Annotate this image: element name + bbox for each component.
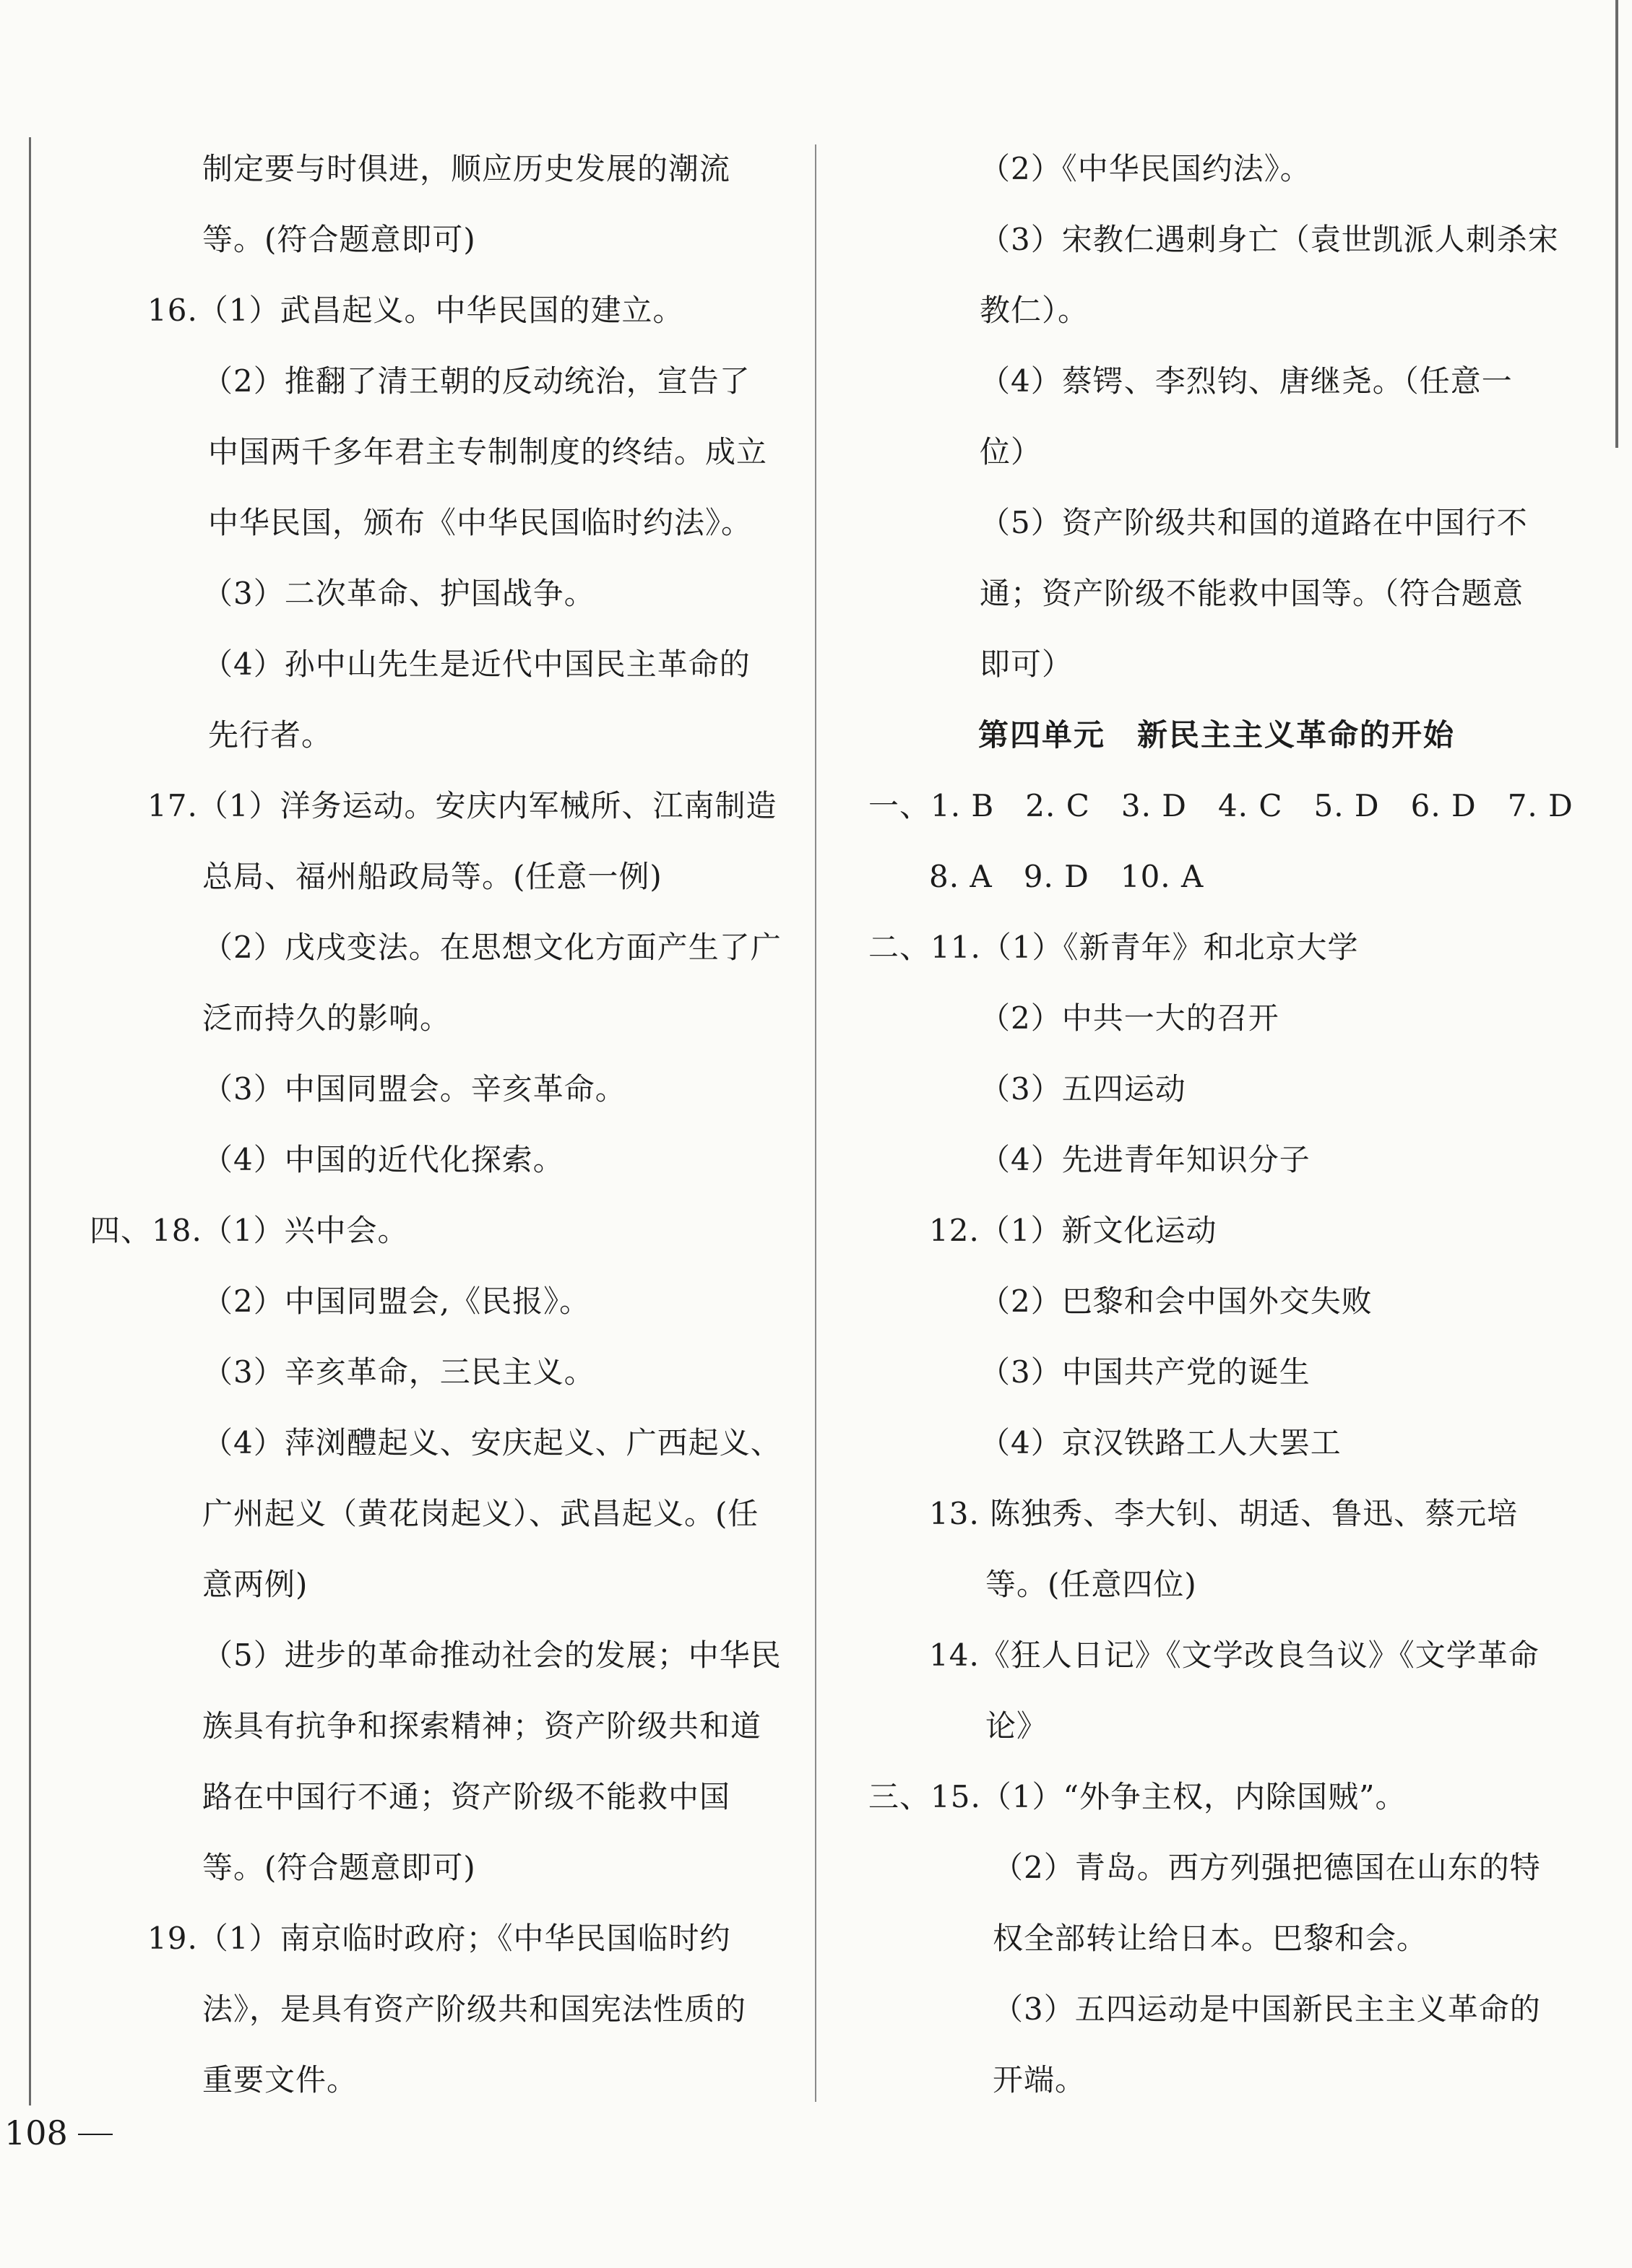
text-line: 中国两千多年君主专制制度的终结。成立 — [208, 434, 768, 469]
text-line: （3）五四运动 — [980, 1071, 1186, 1107]
text-line: （2）青岛。西方列强把德国在山东的特 — [993, 1850, 1541, 1885]
right-page-edge — [1615, 0, 1618, 448]
section-heading: 第四单元 新民主主义革命的开始 — [978, 717, 1456, 753]
text-line: 12.（1）新文化运动 — [929, 1213, 1217, 1248]
text-line: （3）宋教仁遇刺身亡（袁世凯派人刺杀宋 — [980, 222, 1559, 257]
text-line: 中华民国，颁布《中华民国临时约法》。 — [208, 505, 753, 540]
text-line: 教仁）。 — [980, 293, 1089, 328]
column-divider — [815, 144, 816, 2102]
text-line: 8. A 9. D 10. A — [929, 859, 1204, 894]
text-line: 三、15.（1）“外争主权，内除国贼”。 — [868, 1779, 1407, 1814]
text-line: 泛而持久的影响。 — [202, 1000, 452, 1036]
text-line: 17.（1）洋务运动。安庆内军械所、江南制造 — [147, 788, 777, 823]
text-line: 13. 陈独秀、李大钊、胡适、鲁迅、蔡元培 — [929, 1496, 1519, 1531]
text-line: （3）五四运动是中国新民主主义革命的 — [993, 1991, 1541, 2027]
text-line: （4）萍浏醴起义、安庆起义、广西起义、 — [202, 1425, 782, 1460]
text-line: （5）进步的革命推动社会的发展；中华民 — [202, 1637, 782, 1673]
text-line: （5）资产阶级共和国的道路在中国行不 — [980, 505, 1528, 540]
text-line: 论》 — [985, 1708, 1048, 1744]
text-line: 路在中国行不通；资产阶级不能救中国 — [202, 1779, 731, 1814]
text-line: 二、11.（1）《新青年》和北京大学 — [868, 930, 1359, 965]
text-line: （4）孙中山先生是近代中国民主革命的 — [202, 646, 751, 682]
text-line: 权全部转让给日本。巴黎和会。 — [993, 1921, 1428, 1956]
text-line: 制定要与时俱进，顺应历史发展的潮流 — [202, 151, 731, 186]
text-line: 14.《狂人日记》《文学改良刍议》《文学革命 — [929, 1637, 1540, 1673]
text-line: （3）二次革命、护国战争。 — [202, 576, 595, 611]
text-line: （2）戊戌变法。在思想文化方面产生了广 — [202, 930, 782, 965]
text-line: 先行者。 — [208, 717, 333, 753]
text-line: 等。(任意四位) — [985, 1567, 1197, 1602]
text-line: （2）中国同盟会,《民报》。 — [202, 1284, 591, 1319]
text-line: 重要文件。 — [202, 2062, 358, 2098]
text-line: （2）《中华民国约法》。 — [980, 151, 1311, 186]
text-line: 法》，是具有资产阶级共和国宪法性质的 — [202, 1991, 747, 2027]
page-number: 108 — [4, 2113, 68, 2152]
left-page-edge — [29, 137, 31, 2105]
text-line: 总局、福州船政局等。(任意一例) — [202, 859, 662, 894]
text-line: 通；资产阶级不能救中国等。（符合题意 — [980, 576, 1524, 611]
text-line: 19.（1）南京临时政府；《中华民国临时约 — [147, 1921, 731, 1956]
text-line: （2）巴黎和会中国外交失败 — [980, 1284, 1373, 1319]
text-line: 一、1. B 2. C 3. D 4. C 5. D 6. D 7. D — [868, 788, 1573, 823]
text-line: （4）蔡锷、李烈钧、唐继尧。（任意一 — [980, 363, 1513, 399]
text-line: （2）推翻了清王朝的反动统治，宣告了 — [202, 363, 751, 399]
text-line: （3）辛亥革命，三民主义。 — [202, 1354, 595, 1390]
page-number-dash — [78, 2134, 113, 2135]
text-line: （4）中国的近代化探索。 — [202, 1142, 564, 1177]
text-line: 族具有抗争和探索精神；资产阶级共和道 — [202, 1708, 762, 1744]
text-line: （4）京汉铁路工人大罢工 — [980, 1425, 1342, 1460]
text-line: （3）中国同盟会。辛亥革命。 — [202, 1071, 626, 1107]
text-line: 位） — [980, 434, 1042, 469]
text-line: 即可） — [980, 646, 1074, 682]
text-line: 16.（1）武昌起义。中华民国的建立。 — [147, 293, 684, 328]
text-line: （3）中国共产党的诞生 — [980, 1354, 1311, 1390]
text-line: 四、18.（1）兴中会。 — [90, 1213, 409, 1248]
text-line: 等。(符合题意即可) — [202, 222, 476, 257]
text-line: （4）先进青年知识分子 — [980, 1142, 1311, 1177]
text-line: 意两例) — [202, 1567, 308, 1602]
text-line: 广州起义（黄花岗起义）、武昌起义。(任 — [202, 1496, 759, 1531]
text-line: 开端。 — [993, 2062, 1087, 2098]
text-line: （2）中共一大的召开 — [980, 1000, 1279, 1036]
text-line: 等。(符合题意即可) — [202, 1850, 476, 1885]
